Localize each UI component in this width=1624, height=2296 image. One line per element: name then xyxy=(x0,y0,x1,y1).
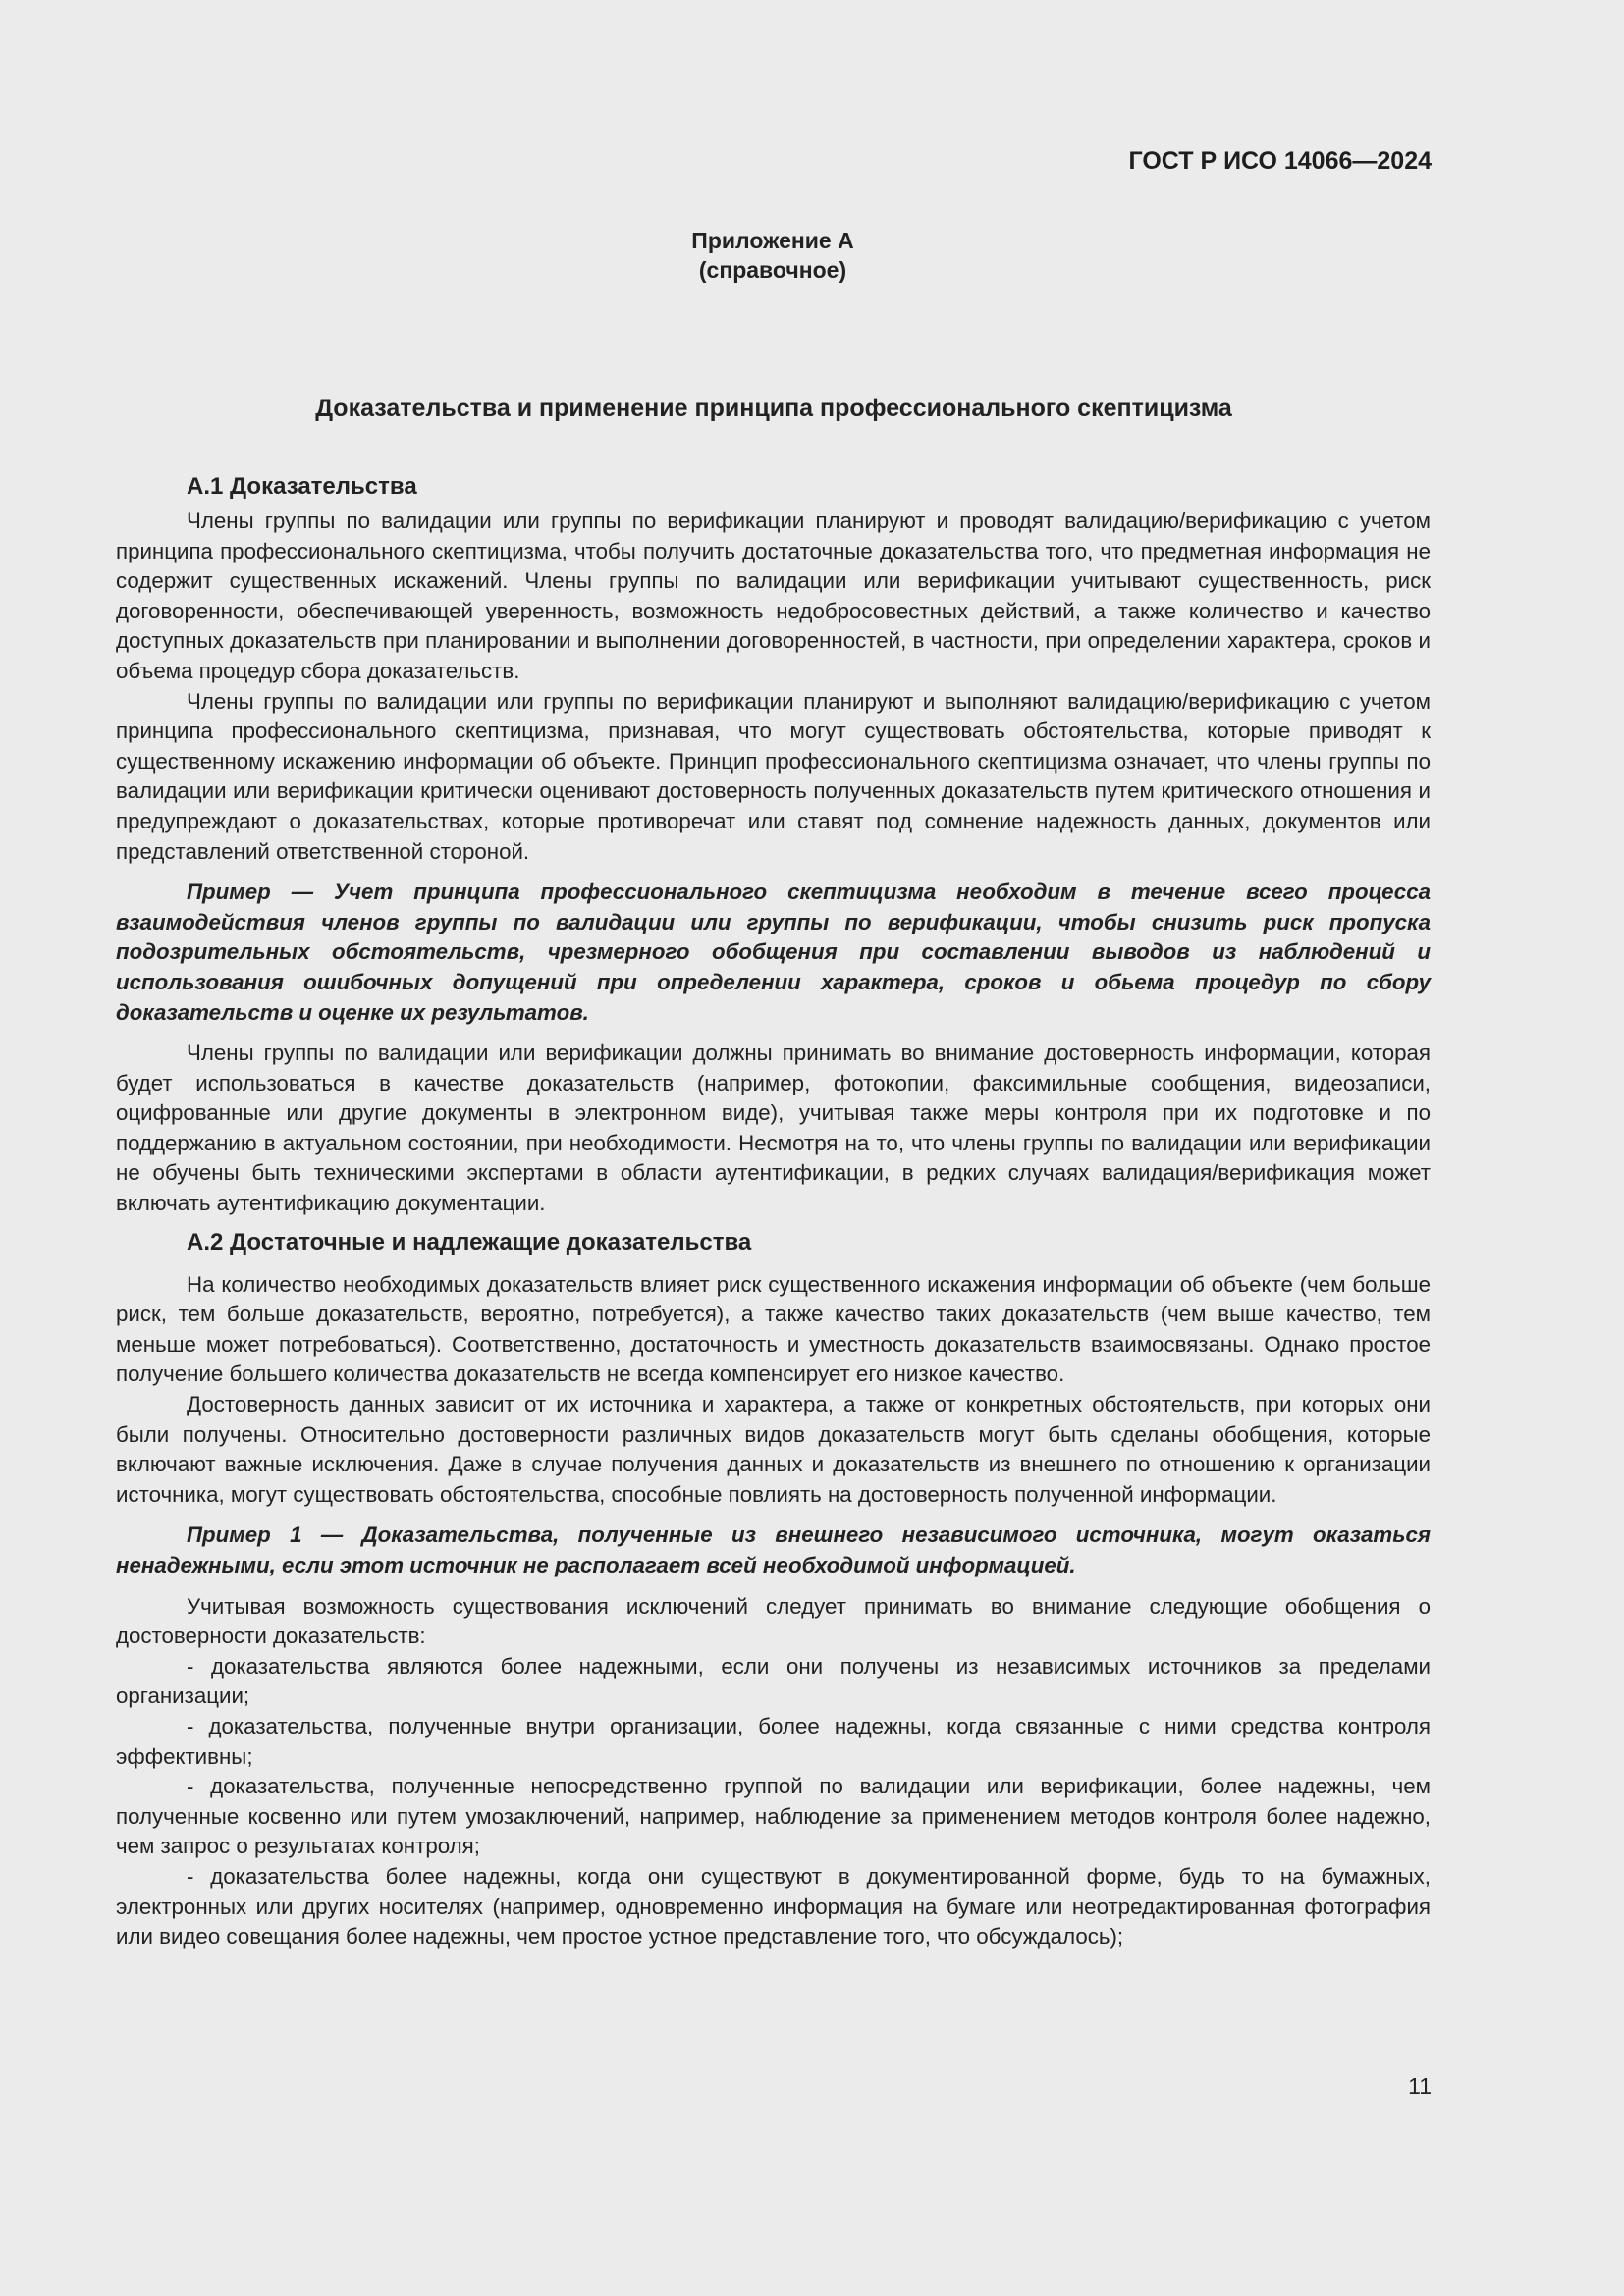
list-item: - доказательства более надежны, когда они существуют в документированной форме, будь то на бумажных, электронных или других носителях (например, одновременно информация на бумаге или неотредактированная фотография или видео совещания более надежны, чем простое устное представление того, что обсуждалось); xyxy=(116,1863,1431,1949)
document-body xyxy=(116,471,1431,1952)
annex-title: Приложение А xyxy=(691,228,854,253)
annex-subtitle: (справочное) xyxy=(698,257,847,283)
section-a1-paragraph-3: Члены группы по валидации или верификации должны принимать во внимание достоверность информации, которая будет использоваться в качестве доказательств (например, фотокопии, факсимильные сообщения, видеозаписи, оцифрованные или другие документы в электронном виде), учитывая также меры контроля при их подготовке и по поддержанию в актуальном состоянии, при необходимости. Несмотря на то, что члены группы по валидации или верификации не обучены быть техническими экспертами в области аутентификации, в редких случаях валидация/верификация может включать аутентификацию документации. xyxy=(116,1041,1431,1216)
list-item: - доказательства, полученные непосредственно группой по валидации или верификации, более надежны, чем полученные косвенно или путем умозаключений, например, наблюдение за применением методов контроля более надежно, чем запрос о результатах контроля; xyxy=(116,1774,1431,1859)
section-a1-paragraph-1: Члены группы по валидации или группы по верификации планируют и проводят валидацию/верификацию с учетом принципа профессионального скептицизма, чтобы получить достаточные доказательства того, что предметная информация не содержит существенных искажений. Члены группы по валидации или верификации учитывают существенность, риск договоренности, обеспечивающей уверенность, возможность недобросовестных действий, а также количество и качество доступных доказательств при планировании и выполнении договоренностей, в частности, при определении характера, сроков и объема процедур сбора доказательств. xyxy=(116,508,1431,683)
list-item: - доказательства являются более надежными, если они получены из независимых источников за пределами организации; xyxy=(116,1653,1431,1709)
annex-heading xyxy=(0,226,1545,285)
section-a2-paragraph-3: Учитывая возможность существования исключений следует принимать во внимание следующие обобщения о достоверности доказательств: xyxy=(116,1593,1431,1649)
list-item: - доказательства, полученные внутри организации, более надежны, когда связанные с ними средства контроля эффективны; xyxy=(116,1713,1431,1769)
section-a2-heading: A.2 Достаточные и надлежащие доказательства xyxy=(187,1228,752,1255)
section-a1-heading: A.1 Доказательства xyxy=(187,473,417,500)
document-code: ГОСТ Р ИСО 14066—2024 xyxy=(1128,147,1432,175)
section-a2-paragraph-1: На количество необходимых доказательств влияет риск существенного искажения информации об объекте (чем больше риск, тем больше доказательств, вероятно, потребуется), а также качество таких доказательств (чем выше качество, тем меньше может потребоваться). Соответственно, достаточность и уместность доказательств взаимосвязаны. Однако простое получение большего количества доказательств не всегда компенсирует его низкое качество. xyxy=(116,1271,1431,1387)
section-a2-paragraph-2: Достоверность данных зависит от их источника и характера, а также от конкретных обстоятельств, при которых они были получены. Относительно достоверности различных видов доказательств могут быть сделаны обобщения, которые включают важные исключения. Даже в случае получения данных и доказательств из внешнего по отношению к организации источника, могут существовать обстоятельства, способные повлиять на достоверность полученной информации. xyxy=(116,1392,1431,1507)
section-a2-example: Пример 1 — Доказательства, полученные из внешнего независимого источника, могут оказаться ненадежными, если этот источник не располагает всей необходимой информацией. xyxy=(116,1522,1431,1577)
page-number: 11 xyxy=(1408,2073,1432,2099)
section-a1-paragraph-2: Члены группы по валидации или группы по верификации планируют и выполняют валидацию/верификацию с учетом принципа профессионального скептицизма, признавая, что могут существовать обстоятельства, которые приводят к существенному искажению информации об объекте. Принцип профессионального скептицизма означает, что члены группы по валидации или верификации критически оценивают достоверность полученных доказательств путем критического отношения и предупреждают о доказательствах, которые противоречат или ставят под сомнение надежность данных, документов или представлений ответственной стороной. xyxy=(116,688,1431,864)
section-a1-example: Пример — Учет принципа профессионального скептицизма необходим в течение всего процесса взаимодействия членов группы по валидации или группы по верификации, чтобы снизить риск пропуска подозрительных обстоятельств, чрезмерного обобщения при составлении выводов из наблюдений и использования ошибочных допущений при определении характера, сроков и обьема процедур по сбору доказательств и оценке их результатов. xyxy=(116,880,1431,1025)
annex-main-title: Доказательства и применение принципа профессионального скептицизма xyxy=(315,395,1232,422)
